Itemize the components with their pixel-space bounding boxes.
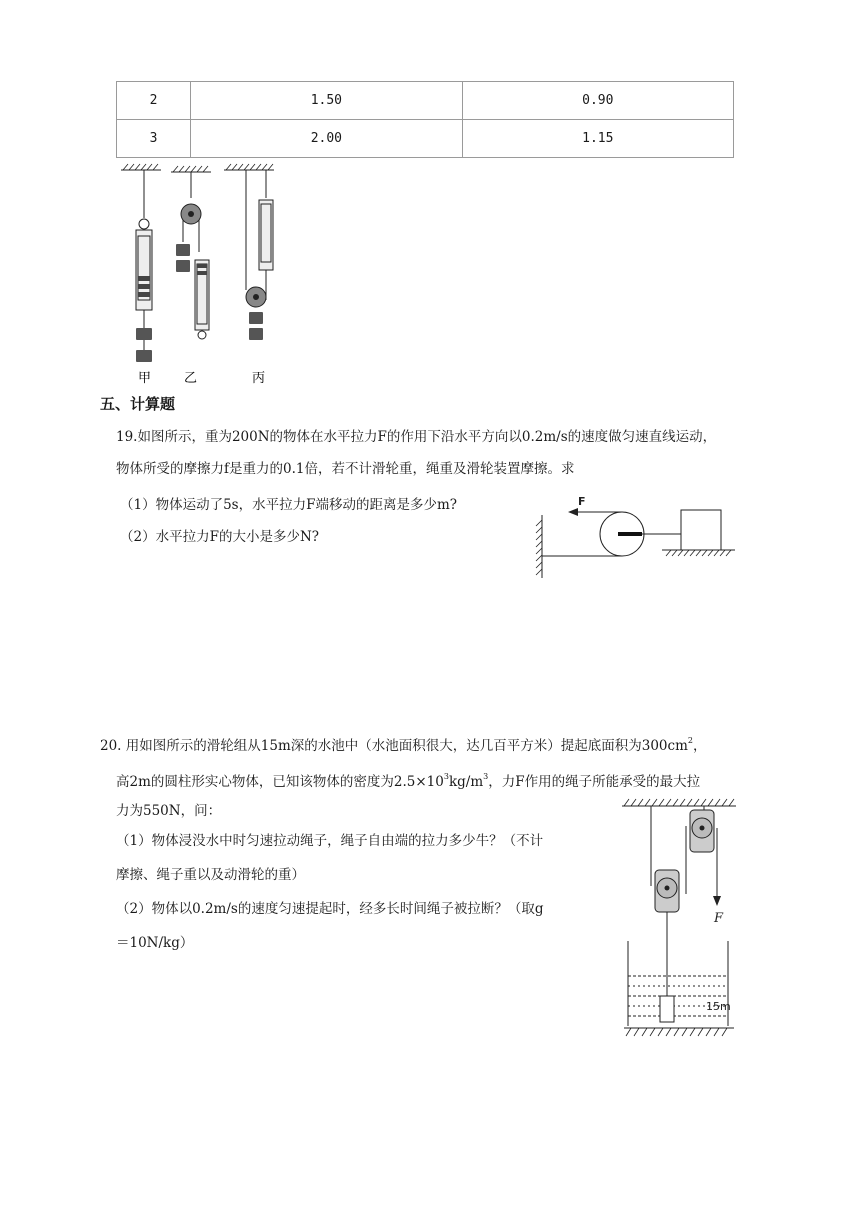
- table-cell: 0.90: [462, 82, 733, 120]
- q20-line1-end: ，: [692, 738, 707, 754]
- force-f-label-20: F: [714, 911, 724, 926]
- table-cell: 2.00: [191, 120, 462, 158]
- section-title: 五、计算题: [100, 395, 176, 413]
- force-f-label: F: [578, 495, 586, 508]
- q20-line1-text: 20. 用如图所示的滑轮组从15m深的水池中（水池面积很大，达几百平方米）提起底面积为300cm: [100, 738, 688, 754]
- table-row: [117, 120, 734, 158]
- q19-line1: 19.如图所示，重为200N的物体在水平拉力F的作用下沿水平方向以0.2m/s的速度做匀速直线运动，: [116, 429, 717, 445]
- q20-line2-sup1: 3: [443, 772, 449, 781]
- table-cell: 2: [117, 82, 191, 120]
- label-yi: 乙: [184, 371, 198, 386]
- q20-line1: [100, 732, 706, 755]
- depth-label: 15m: [706, 1000, 731, 1013]
- data-table: [116, 81, 734, 158]
- pulley-experiment-figure: [116, 160, 281, 388]
- q20-line2-sup2: 3: [483, 772, 489, 781]
- horizontal-pulley-figure: [530, 490, 740, 582]
- q20-line1-sup: 2: [687, 736, 693, 745]
- pulley-tank-figure: [618, 796, 748, 1042]
- label-bing: 丙: [252, 371, 266, 386]
- q20-sub2-line1: （2）物体以0.2m/s的速度匀速提起时，经多长时间绳子被拉断？（取g: [116, 901, 544, 917]
- q20-line2: [116, 768, 700, 791]
- q20-line2-text-c: ，力F作用的绳子所能承受的最大拉: [488, 774, 701, 790]
- q19-sub2: （2）水平拉力F的大小是多少N?: [120, 529, 320, 545]
- q20-line3: 力为550N，问：: [116, 803, 222, 819]
- q19-line2: 物体所受的摩擦力f是重力的0.1倍，若不计滑轮重，绳重及滑轮装置摩擦。求: [116, 461, 575, 477]
- label-jia: 甲: [138, 371, 152, 386]
- q19-sub1: （1）物体运动了5s，水平拉力F端移动的距离是多少m?: [120, 497, 458, 513]
- table-cell: 3: [117, 120, 191, 158]
- q20-line2-text-a: 高2m的圆柱形实心物体，已知该物体的密度为2.5×10: [116, 774, 444, 790]
- table-cell: 1.15: [462, 120, 733, 158]
- q20-sub1-line1: （1）物体浸没水中时匀速拉动绳子，绳子自由端的拉力多少牛？（不计: [116, 833, 544, 849]
- q20-sub1-line2: 摩擦、绳子重以及动滑轮的重）: [116, 867, 305, 883]
- table-row: [117, 82, 734, 120]
- q20-sub2-line2: ＝10N/kg）: [116, 935, 194, 951]
- table-cell: 1.50: [191, 82, 462, 120]
- q20-line2-text-b: kg/m: [448, 774, 484, 790]
